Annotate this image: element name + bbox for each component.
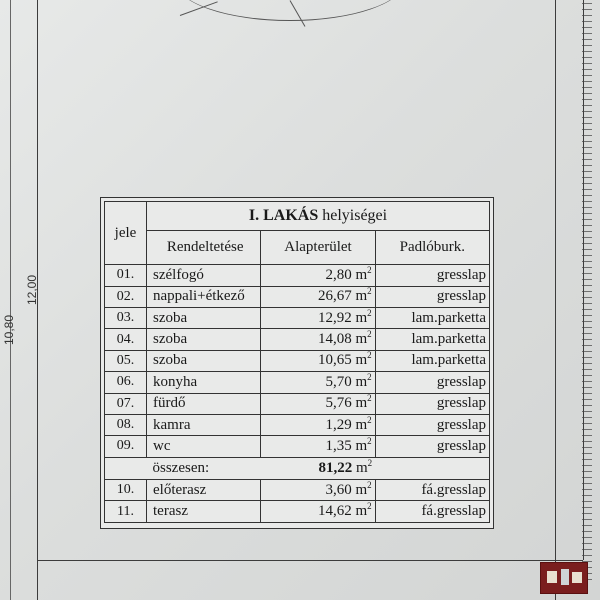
table-row	[105, 350, 490, 371]
room-area-value: 1,35	[325, 437, 352, 454]
table-row	[105, 307, 490, 328]
room-area-unit: m	[355, 437, 368, 454]
table-row	[105, 286, 490, 307]
room-floor: fá.gresslap	[375, 501, 489, 523]
room-number: 07.	[105, 393, 147, 414]
room-purpose: konyha	[147, 372, 261, 393]
table-row	[105, 414, 490, 435]
room-number: 04.	[105, 329, 147, 350]
room-area-value: 12,92	[317, 309, 352, 326]
room-schedule-table	[104, 201, 490, 523]
table-row	[105, 501, 490, 523]
header-area: Alapterület	[261, 230, 375, 265]
dimension-inner-label: 12,00	[25, 274, 39, 305]
room-purpose: szélfogó	[147, 265, 261, 286]
room-number: 03.	[105, 307, 147, 328]
header-number: jele	[105, 202, 147, 265]
table-row	[105, 372, 490, 393]
total-row	[105, 457, 490, 479]
room-floor: gresslap	[375, 286, 489, 307]
room-area-unit: m	[355, 331, 368, 348]
room-area-unit: m	[355, 503, 368, 520]
room-purpose: nappali+étkező	[147, 286, 261, 307]
room-area	[261, 436, 375, 457]
room-purpose: wc	[147, 436, 261, 457]
room-floor: gresslap	[375, 393, 489, 414]
room-area	[261, 265, 375, 286]
room-purpose: terasz	[147, 501, 261, 523]
room-area-value: 5,76	[325, 395, 352, 412]
room-area-unit: m	[355, 288, 368, 305]
watermark-logo	[540, 562, 588, 594]
table-row	[105, 436, 490, 457]
room-area-unit-exp: 2	[367, 329, 372, 340]
drawing-line-outer	[10, 0, 11, 600]
room-area-unit-exp: 2	[367, 350, 372, 361]
dimension-outer-label: 10,80	[2, 314, 16, 345]
room-floor: gresslap	[375, 265, 489, 286]
room-area-unit-exp: 2	[367, 307, 372, 318]
room-area-unit: m	[355, 309, 368, 326]
room-number: 10.	[105, 480, 147, 501]
room-area-unit: m	[355, 352, 368, 369]
room-rows	[105, 265, 490, 523]
room-area-unit-exp: 2	[367, 393, 372, 404]
room-number: 09.	[105, 436, 147, 457]
room-area-unit-exp: 2	[367, 286, 372, 297]
table-title-bold: I. LAKÁS	[248, 206, 319, 224]
room-number: 05.	[105, 350, 147, 371]
room-area-unit-exp: 2	[367, 501, 372, 512]
table-row	[105, 329, 490, 350]
room-number: 02.	[105, 286, 147, 307]
room-area-unit-exp: 2	[367, 479, 372, 490]
room-area	[261, 372, 375, 393]
room-area-value: 2,80	[325, 266, 352, 283]
room-number: 01.	[105, 265, 147, 286]
room-floor: gresslap	[375, 414, 489, 435]
room-area-unit: m	[355, 416, 368, 433]
total-floor-spacer	[375, 457, 489, 479]
room-floor: gresslap	[375, 372, 489, 393]
room-number: 06.	[105, 372, 147, 393]
room-area	[261, 393, 375, 414]
room-purpose: kamra	[147, 414, 261, 435]
room-area-unit-exp: 2	[367, 371, 372, 382]
room-floor: fá.gresslap	[375, 480, 489, 501]
room-area-value: 3,60	[325, 481, 352, 498]
total-area	[261, 457, 375, 479]
room-purpose: fürdő	[147, 393, 261, 414]
room-area-unit-exp: 2	[367, 435, 372, 446]
table-title	[147, 202, 490, 231]
header-floor: Padlóburk.	[375, 230, 489, 265]
room-number: 08.	[105, 414, 147, 435]
room-purpose: szoba	[147, 307, 261, 328]
room-area	[261, 350, 375, 371]
room-area	[261, 286, 375, 307]
header-purpose: Rendeltetése	[147, 230, 261, 265]
total-area-value: 81,22	[318, 459, 353, 476]
drawing-line-right	[555, 0, 556, 600]
room-area	[261, 501, 375, 523]
room-area-unit: m	[355, 481, 368, 498]
room-floor: lam.parketta	[375, 329, 489, 350]
drawing-line-bottom	[37, 560, 583, 561]
room-area-value: 5,70	[325, 373, 352, 390]
room-area	[261, 414, 375, 435]
room-floor: lam.parketta	[375, 307, 489, 328]
room-area-value: 1,29	[325, 416, 352, 433]
room-floor: lam.parketta	[375, 350, 489, 371]
table-row	[105, 393, 490, 414]
table-row	[105, 265, 490, 286]
room-purpose: szoba	[147, 329, 261, 350]
room-area	[261, 480, 375, 501]
room-area	[261, 307, 375, 328]
room-area-unit: m	[355, 266, 368, 283]
room-area-value: 14,62	[317, 503, 352, 520]
room-area-unit-exp: 2	[367, 414, 372, 425]
room-area	[261, 329, 375, 350]
room-schedule-panel	[100, 197, 494, 529]
total-label: összesen:	[147, 457, 261, 479]
room-area-unit: m	[355, 373, 368, 390]
room-area-value: 10,65	[317, 352, 352, 369]
table-row	[105, 480, 490, 501]
total-spacer	[105, 457, 147, 479]
room-area-unit: m	[355, 395, 368, 412]
room-area-unit-exp: 2	[367, 264, 372, 275]
total-area-unit: m	[352, 459, 368, 476]
total-area-unit-exp: 2	[367, 457, 373, 468]
room-purpose: előterasz	[147, 480, 261, 501]
room-area-value: 14,08	[317, 331, 352, 348]
hatch-pattern	[582, 0, 592, 580]
room-floor: gresslap	[375, 436, 489, 457]
room-purpose: szoba	[147, 350, 261, 371]
room-number: 11.	[105, 501, 147, 523]
table-title-rest: helyiségei	[318, 206, 388, 224]
room-area-value: 26,67	[317, 288, 352, 305]
